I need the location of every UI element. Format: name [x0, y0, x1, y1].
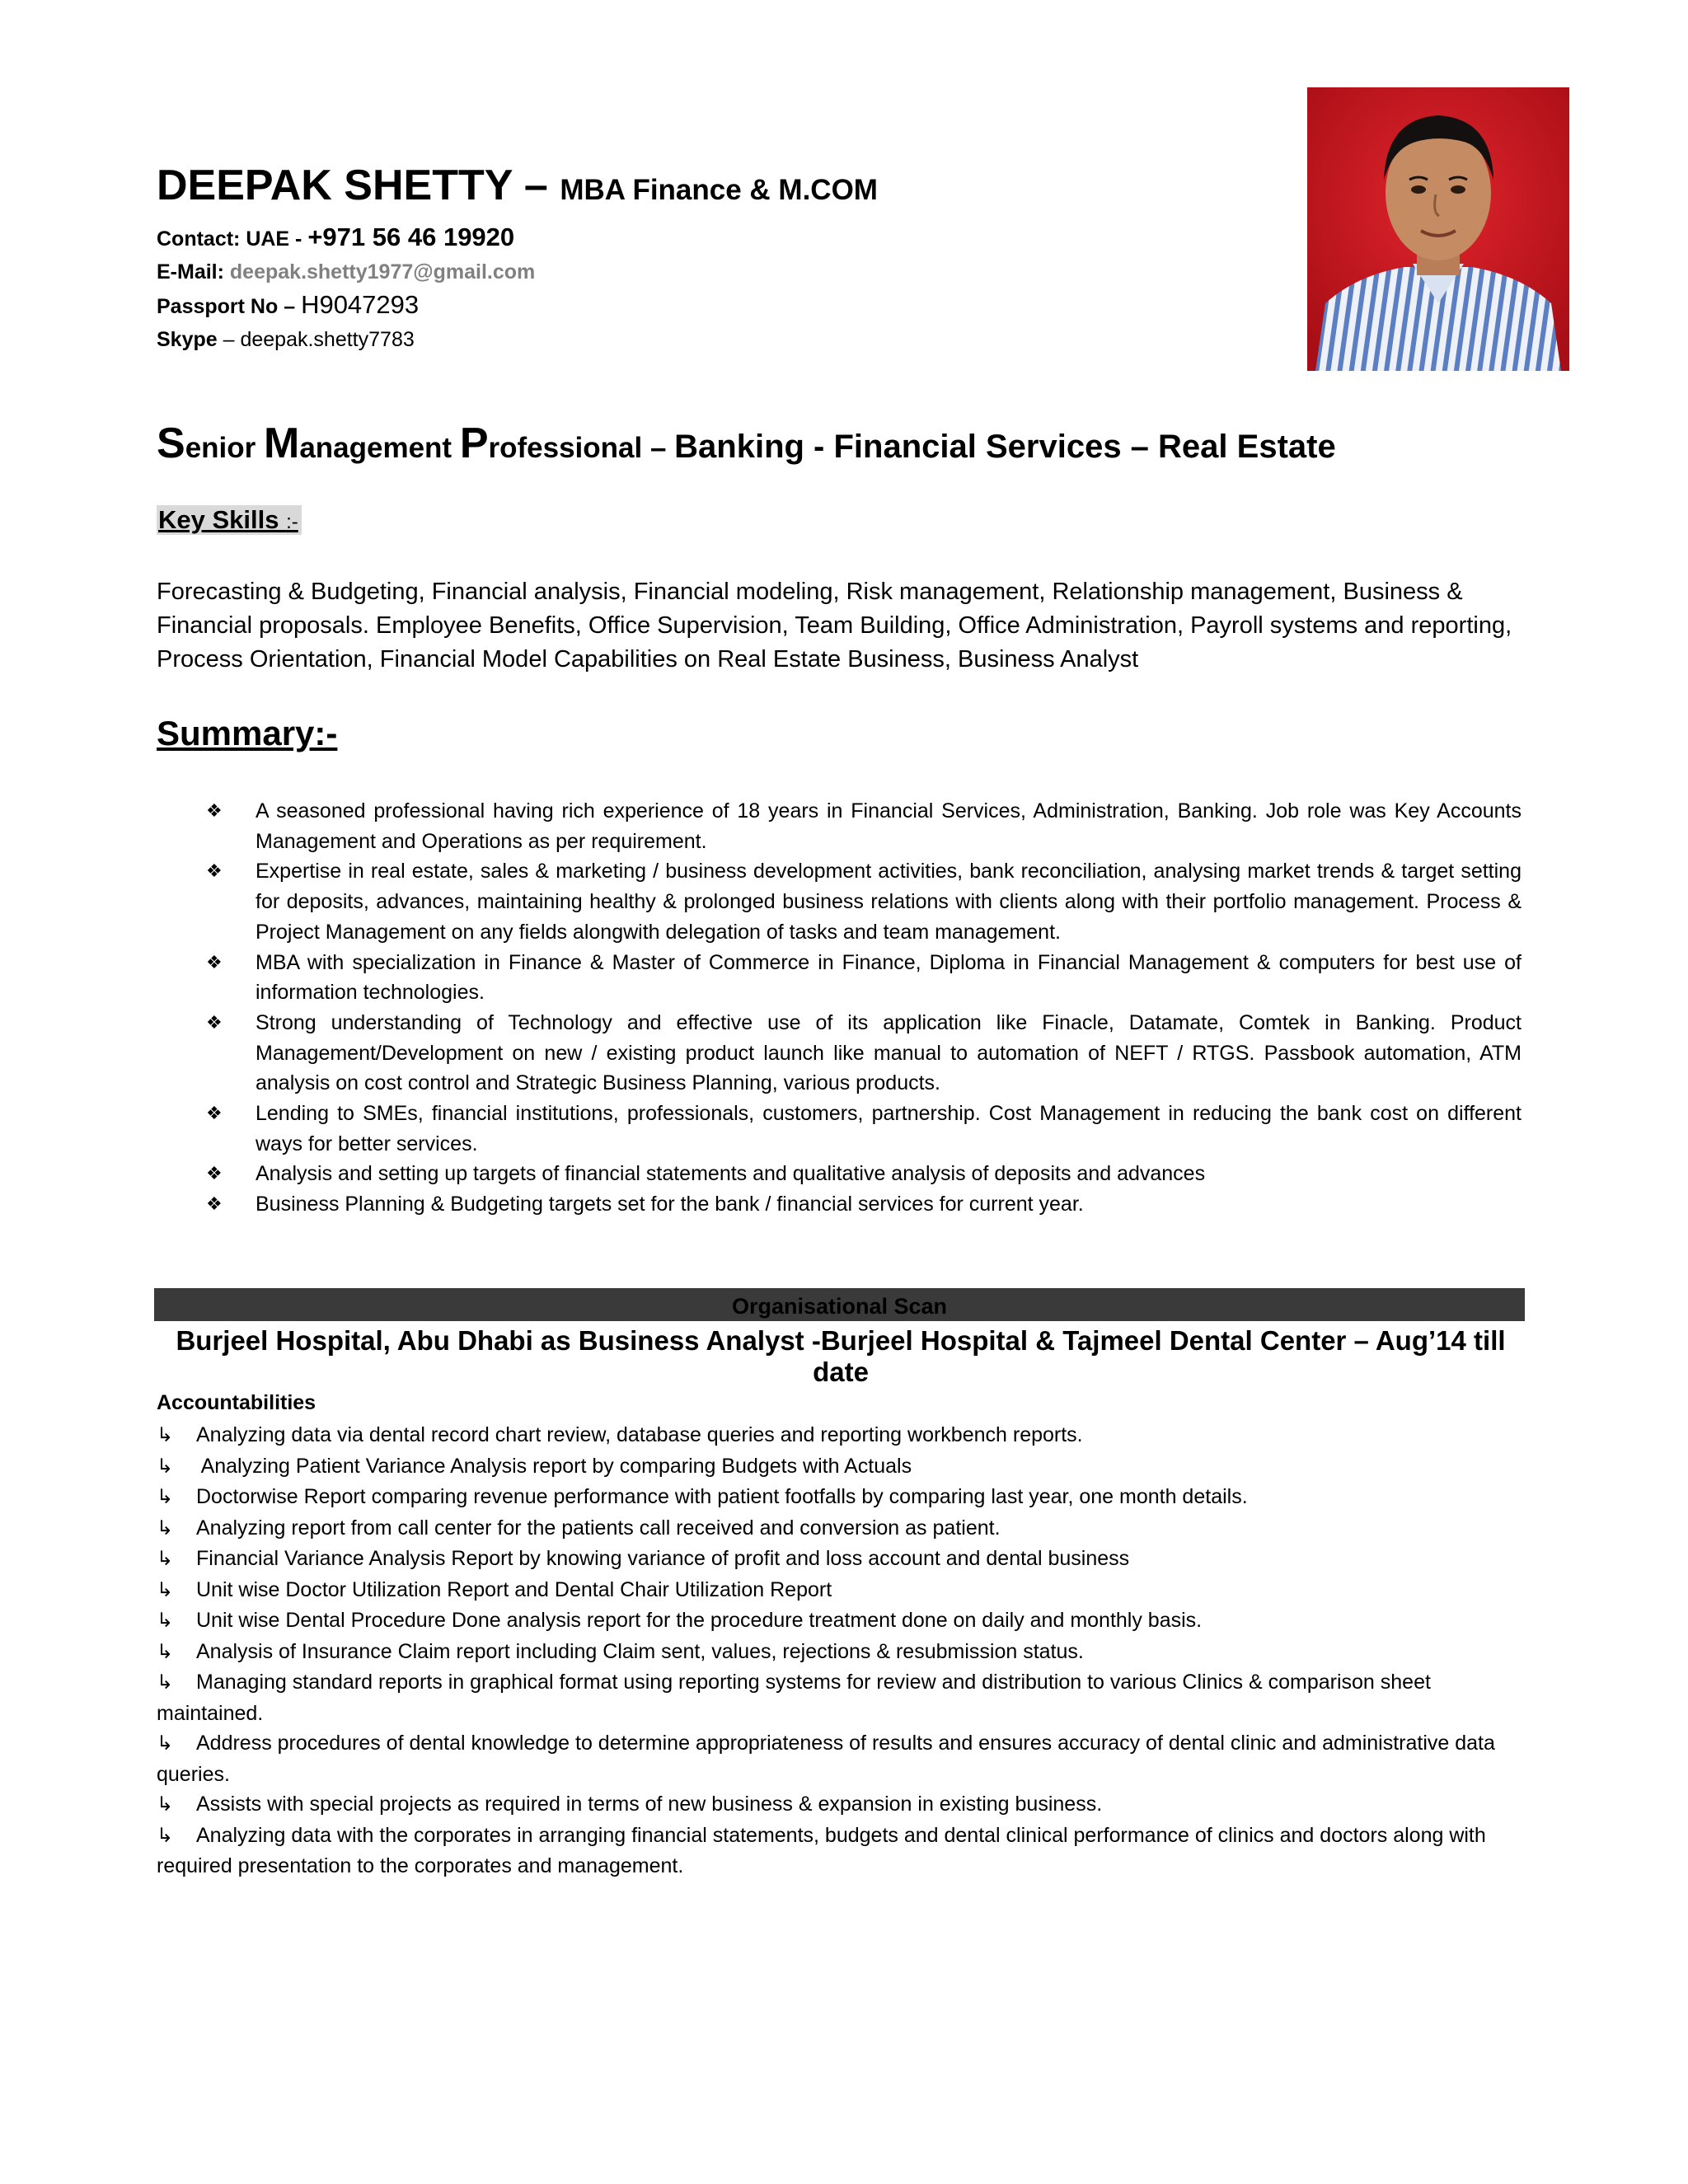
headline-cap-m: M: [263, 419, 300, 467]
key-skills-suffix: :-: [286, 511, 298, 533]
candidate-name: DEEPAK SHETTY –: [157, 162, 560, 209]
accountability-text: Analyzing data with the corporates in arranging financial statements, budgets and dental clinical performance of clinics and doctors along with required presentation to the corporates and management.: [157, 1823, 1486, 1877]
accountability-item: [157, 1821, 1525, 1882]
summary-item: [206, 1099, 1522, 1159]
summary-item: [206, 1189, 1522, 1220]
summary-item-text: Strong understanding of Technology and effective use of its application like Finacle, Datamate, Comtek in Banking. Product Management/Development on new / existing product launch like manual to automation of NEFT / RTGS. Passbook automation, ATM analysis on cost control and Strategic Business Planning, various products.: [256, 1010, 1522, 1095]
accountability-text: Assists with special projects as required in terms of new business & expansion in existing business.: [196, 1793, 1103, 1816]
key-skills-title: Key Skills: [158, 505, 287, 534]
accountabilities-heading: Accountabilities: [157, 1391, 316, 1414]
summary-item-text: Analysis and setting up targets of financial statements and qualitative analysis of deposits and advances: [256, 1162, 1206, 1186]
headline-rest: Banking - Financial Services – Real Estate: [674, 429, 1336, 465]
summary-item-text: Lending to SMEs, financial institutions, professionals, customers, partnership. Cost Management in reducing the bank cost on different ways for better services.: [256, 1102, 1522, 1155]
summary-item: [206, 1008, 1522, 1099]
passport-label: Passport No –: [157, 295, 302, 318]
accountability-text: Financial Variance Analysis Report by knowing variance of profit and loss account and dental business: [196, 1547, 1130, 1570]
key-skills-heading: [157, 505, 302, 535]
arrow-bullet-icon: ↳: [157, 1793, 174, 1816]
accountability-text: Analyzing report from call center for the patients call received and conversion as patient.: [196, 1516, 1001, 1540]
profile-photo: [1307, 87, 1569, 371]
summary-heading: Summary:-: [157, 714, 338, 752]
portrait-image: [1307, 87, 1569, 371]
arrow-bullet-icon: ↳: [157, 1516, 174, 1540]
summary-item-text: MBA with specialization in Finance & Master of Commerce in Finance, Diploma in Financial Management & computers for best use of information technologies.: [256, 950, 1522, 1005]
summary-item-text: A seasoned professional having rich experience of 18 years in Financial Services, Administration, Banking. Job role was Key Accounts Management and Operations as per requirement.: [256, 799, 1522, 853]
arrow-bullet-icon: ↳: [157, 1610, 174, 1632]
headline-part: enior: [185, 432, 264, 464]
accountability-text: Doctorwise Report comparing revenue performance with patient footfalls by comparing last year, one month details.: [196, 1485, 1248, 1508]
skype-label: Skype: [157, 328, 218, 351]
summary-item: [206, 796, 1522, 856]
accountability-item: [157, 1575, 1525, 1606]
summary-item: [206, 856, 1522, 947]
headline-part: anagement: [299, 432, 460, 464]
arrow-bullet-icon: ↳: [157, 1640, 174, 1663]
email-line: [157, 255, 535, 288]
passport-line: [157, 288, 535, 323]
arrow-bullet-icon: ↳: [157, 1486, 174, 1508]
phone-number: +971 56 46 19920: [307, 223, 515, 251]
diamond-bullet-icon: ❖: [206, 951, 223, 972]
candidate-degree: MBA Finance & M.COM: [560, 174, 878, 206]
arrow-bullet-icon: ↳: [157, 1732, 174, 1755]
headline-cap-p: P: [459, 419, 489, 467]
arrow-bullet-icon: ↳: [157, 1455, 174, 1478]
diamond-bullet-icon: ❖: [206, 1011, 223, 1033]
email-label: E-Mail:: [157, 260, 230, 284]
accountability-item: [157, 1451, 1525, 1483]
headline-cap-s: S: [157, 419, 185, 467]
accountability-item: [157, 1605, 1525, 1637]
arrow-bullet-icon: ↳: [157, 1824, 174, 1847]
diamond-bullet-icon: ❖: [206, 860, 223, 882]
key-skills-text: Forecasting & Budgeting, Financial analysis, Financial modeling, Risk management, Relationship management, Business & Financial proposals. Employee Benefits, Office Supervision, Team Building, Office Administration, Payroll systems and reporting, Process Orientation, Financial Model Capabilities on Real Estate Business, Business Analyst: [157, 579, 1512, 673]
contact-block: [157, 221, 535, 356]
accountability-text: Unit wise Doctor Utilization Report and Dental Chair Utilization Report: [196, 1577, 832, 1601]
summary-item-text: Expertise in real estate, sales & marketing / business development activities, bank reconciliation, analysing market trends & target setting for deposits, advances, maintaining healthy & prolonged business relations with clients along with their portfolio management. Process & Project Management on any fields alongwith delegation of tasks and team management.: [256, 860, 1522, 944]
accountability-item: [157, 1544, 1525, 1575]
skype-id: – deepak.shetty7783: [217, 328, 415, 351]
arrow-bullet-icon: ↳: [157, 1548, 174, 1570]
accountability-item: [157, 1728, 1525, 1789]
accountability-text: Analyzing data via dental record chart review, database queries and reporting workbench reports.: [196, 1423, 1083, 1446]
contact-line: [157, 221, 535, 255]
accountability-text: Analyzing Patient Variance Analysis report by comparing Budgets with Actuals: [196, 1454, 912, 1478]
name-line: [157, 161, 878, 210]
arrow-bullet-icon: ↳: [157, 1578, 174, 1601]
accountability-item: [157, 1420, 1525, 1451]
accountability-item: [157, 1637, 1525, 1668]
accountability-item: [157, 1513, 1525, 1544]
accountability-text: Analysis of Insurance Claim report including Claim sent, values, rejections & resubmission status.: [196, 1639, 1084, 1663]
arrow-bullet-icon: ↳: [157, 1671, 174, 1694]
summary-item: [206, 1159, 1522, 1189]
arrow-bullet-icon: ↳: [157, 1424, 174, 1446]
accountability-item: [157, 1667, 1525, 1728]
accountability-item: [157, 1789, 1525, 1821]
email-link[interactable]: deepak.shetty1977@gmail.com: [229, 260, 536, 284]
diamond-bullet-icon: ❖: [206, 1103, 223, 1124]
diamond-bullet-icon: ❖: [206, 800, 223, 821]
accountabilities-list: [157, 1420, 1525, 1882]
accountability-text: Managing standard reports in graphical format using reporting systems for review and distribution to various Clinics & comparison sheet maintained.: [157, 1671, 1431, 1725]
accountability-text: Address procedures of dental knowledge to determine appropriateness of results and ensures accuracy of dental clinic and administrative data queries.: [157, 1732, 1495, 1786]
contact-label: Contact: UAE -: [157, 227, 308, 251]
diamond-bullet-icon: ❖: [206, 1193, 223, 1215]
organisational-scan-bar: Organisational Scan: [154, 1288, 1525, 1321]
passport-number: H9047293: [301, 290, 420, 319]
accountability-item: [157, 1482, 1525, 1513]
job-title: Burjeel Hospital, Abu Dhabi as Business Analyst -Burjeel Hospital & Tajmeel Dental Center – Aug’14 till date: [176, 1325, 1506, 1387]
skype-line: [157, 323, 535, 356]
diamond-bullet-icon: ❖: [206, 1163, 223, 1184]
summary-item: [206, 948, 1522, 1008]
summary-item-text: Business Planning & Budgeting targets set for the bank / financial services for current year.: [256, 1193, 1084, 1216]
accountability-text: Unit wise Dental Procedure Done analysis report for the procedure treatment done on daily and monthly basis.: [196, 1609, 1203, 1632]
summary-list: [206, 796, 1522, 1220]
headline: [157, 419, 1336, 468]
headline-part: rofessional –: [488, 432, 675, 464]
